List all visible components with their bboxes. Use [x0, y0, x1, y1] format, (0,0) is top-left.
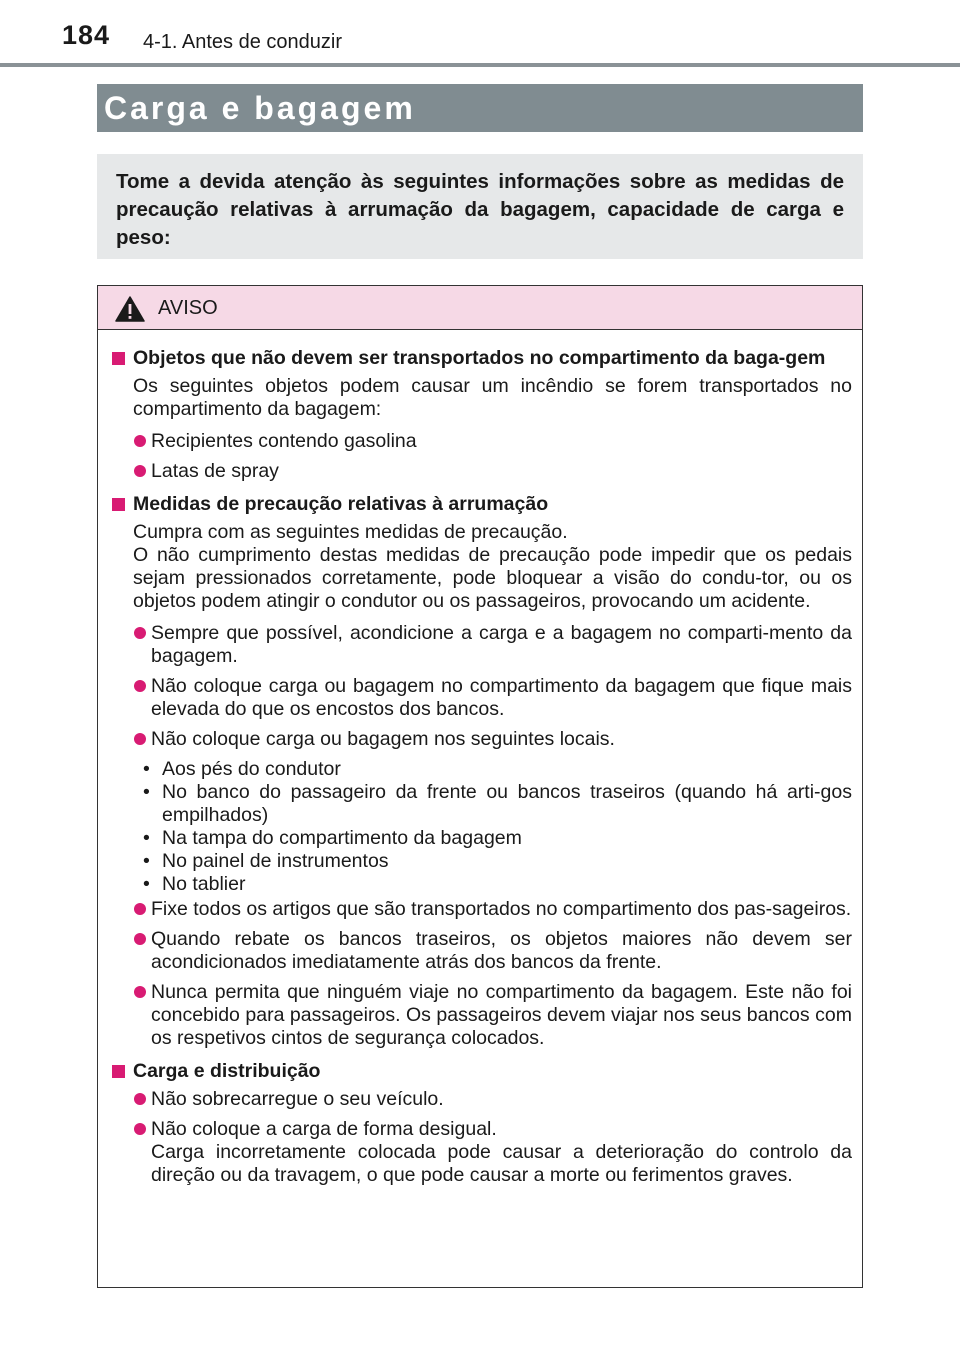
- warning-header: [98, 286, 862, 330]
- circle-bullet-icon: [134, 903, 146, 915]
- circle-bullet-icon: [134, 1093, 146, 1105]
- warning-box: [97, 285, 863, 1288]
- section-heading-objects: Objetos que não devem ser transportados no compartimento da baga-gem: [108, 347, 852, 370]
- section-header: 4-1. Antes de conduzir: [143, 31, 343, 53]
- square-bullet-icon: [112, 498, 125, 511]
- sub-list-item: • Na tampa do compartimento da bagagem: [143, 827, 522, 849]
- objects-text: Os seguintes objetos podem causar um incêndio se forem transportados no compartimento da bagagem:: [133, 375, 852, 420]
- circle-bullet-icon: [134, 733, 146, 745]
- precautions-text: Cumpra com as seguintes medidas de precaução. O não cumprimento destas medidas de precaução pode impedir que os pedais sejam pressionados corretamente, pode bloquear a visão do condu-tor, ou os objetos podem atingir o condutor ou os passageiros, provocando um acidente.: [133, 521, 852, 612]
- list-item: Quando rebate os bancos traseiros, os objetos maiores não devem ser acondicionados imediatamente atrás dos bancos da frente.: [108, 928, 852, 974]
- list-item: Não coloque a carga de forma desigual. Carga incorretamente colocada pode causar a deterioração do controlo da direção ou da travagem, o que pode causar a morte ou ferimentos graves.: [108, 1118, 852, 1187]
- warning-triangle-icon: [115, 296, 145, 322]
- warning-body: [98, 330, 862, 1187]
- list-item: Sempre que possível, acondicione a carga e a bagagem no comparti-mento da bagagem.: [108, 622, 852, 668]
- circle-bullet-icon: [134, 933, 146, 945]
- list-item: Não sobrecarregue o seu veículo.: [108, 1088, 852, 1111]
- list-item: Não coloque carga ou bagagem nos seguintes locais.: [108, 728, 852, 751]
- list-item: Recipientes contendo gasolina: [108, 430, 852, 453]
- square-bullet-icon: [112, 1065, 125, 1078]
- circle-bullet-icon: [134, 680, 146, 692]
- list-item: Nunca permita que ninguém viaje no compartimento da bagagem. Este não foi concebido para passageiros. Os passageiros devem viajar nos seus bancos com os respetivos cintos de segurança colocados.: [108, 981, 852, 1050]
- sub-list-item: • No banco do passageiro da frente ou bancos traseiros (quando há arti-gos empilhados): [143, 781, 852, 826]
- list-item: Não coloque carga ou bagagem no compartimento da bagagem que fique mais elevada do que os encostos dos bancos.: [108, 675, 852, 721]
- list-item: Latas de spray: [108, 460, 852, 483]
- circle-bullet-icon: [134, 465, 146, 477]
- circle-bullet-icon: [134, 435, 146, 447]
- sub-list-item: • No painel de instrumentos: [143, 850, 389, 872]
- page-number: 184: [62, 20, 111, 50]
- sub-list-item: • Aos pés do condutor: [143, 758, 341, 780]
- header-divider: [0, 63, 960, 67]
- page-title: Carga e bagagem: [104, 90, 416, 126]
- circle-bullet-icon: [134, 1123, 146, 1135]
- square-bullet-icon: [112, 352, 125, 365]
- warning-label: AVISO: [158, 297, 218, 319]
- circle-bullet-icon: [134, 986, 146, 998]
- sub-list-item: • No tablier: [143, 873, 246, 895]
- intro-text: Tome a devida atenção às seguintes informações sobre as medidas de precaução relativas à arrumação da bagagem, capacidade de carga e peso:: [116, 170, 844, 249]
- title-bar: [97, 84, 863, 132]
- list-item: Fixe todos os artigos que são transportados no compartimento dos pas-sageiros.: [108, 898, 852, 921]
- section-heading-load: Carga e distribuição: [108, 1060, 852, 1083]
- section-heading-precautions: Medidas de precaução relativas à arrumação: [108, 493, 852, 516]
- circle-bullet-icon: [134, 627, 146, 639]
- intro-box: [97, 154, 863, 259]
- locations-list: [108, 758, 852, 896]
